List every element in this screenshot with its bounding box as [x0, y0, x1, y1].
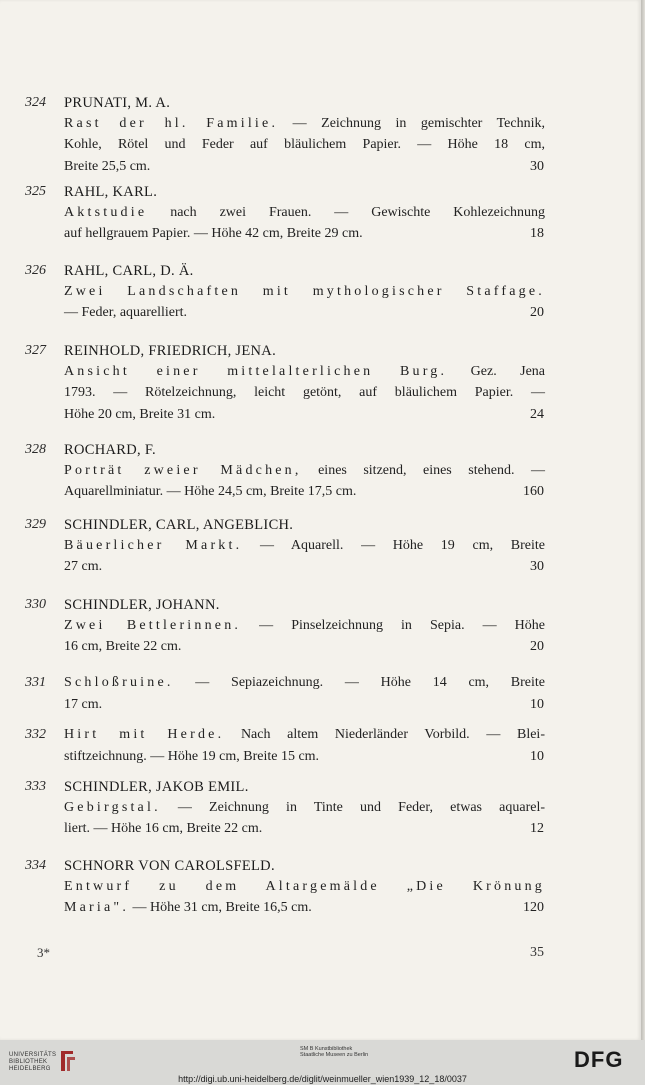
page-number: 35	[530, 945, 544, 960]
description-line	[64, 364, 545, 380]
artist-heading: SCHINDLER, CARL, ANGEBLICH.	[64, 517, 294, 533]
artist-heading: REINHOLD, FRIEDRICH, JENA.	[64, 343, 277, 359]
description-text: — Pinselzeichnung in Sepia. — Höhe	[241, 617, 545, 633]
description-text: auf hellgrauem Papier. — Höhe 42 cm, Breite 29 cm.	[64, 226, 363, 241]
lot-number: 334	[25, 858, 46, 873]
description-text: — Zeichnung in Tinte und Feder, etwas aquarel-	[160, 799, 545, 815]
lot-number: 326	[25, 263, 46, 278]
title-spaced: Entwurf zu dem Altargemälde „Die Krönung	[64, 878, 545, 894]
description-line	[64, 305, 545, 321]
source-url[interactable]: http://digi.ub.uni-heidelberg.de/diglit/weinmueller_wien1939_12_18/0037	[178, 1074, 467, 1084]
estimate-price: 120	[523, 900, 544, 915]
description-line	[64, 879, 545, 895]
university-library-label: UNIVERSITÄTS BIBLIOTHEK HEIDELBERG	[9, 1052, 57, 1072]
description-text: — Höhe 31 cm, Breite 16,5 cm.	[129, 900, 312, 915]
description-text: — Feder, aquarelliert.	[64, 305, 188, 320]
description-line	[64, 137, 545, 153]
artist-heading: SCHNORR VON CAROLSFELD.	[64, 858, 275, 874]
description-line	[64, 727, 545, 743]
description-line	[64, 226, 545, 242]
description-line	[64, 749, 545, 765]
description-line	[64, 385, 545, 401]
description-text: Kohle, Rötel und Feder auf bläulichem Papier. — Höhe 18 cm,	[64, 137, 545, 152]
description-text: 17 cm.	[64, 696, 103, 712]
estimate-price: 30	[530, 559, 544, 574]
estimate-price: 20	[530, 639, 544, 654]
description-line	[64, 900, 545, 916]
lot-number: 329	[25, 517, 46, 532]
lot-number: 325	[25, 184, 46, 199]
estimate-price: 12	[530, 821, 544, 836]
page-edge	[641, 0, 645, 1040]
description-line	[64, 116, 545, 132]
description-line	[64, 800, 545, 816]
description-line	[64, 675, 545, 691]
description-line	[64, 821, 545, 837]
title-spaced: Zwei Landschaften mit mythologischer Staffage.	[64, 283, 545, 299]
title-spaced: Porträt zweier Mädchen,	[64, 462, 302, 478]
description-line	[64, 159, 545, 175]
title-spaced: Schloßruine.	[64, 675, 174, 690]
dfg-logo[interactable]: DFG	[574, 1047, 624, 1072]
description-text: Aquarellminiatur. — Höhe 24,5 cm, Breite 17,5 cm.	[64, 484, 357, 499]
artist-heading: ROCHARD, F.	[64, 442, 156, 458]
description-line	[64, 205, 545, 221]
description-text: — Aquarell. — Höhe 19 cm, Breite	[242, 537, 545, 553]
lot-number: 333	[25, 779, 46, 794]
description-text: 27 cm.	[64, 559, 103, 574]
description-text: Gez. Jena	[447, 363, 545, 379]
description-text: liert. — Höhe 16 cm, Breite 22 cm.	[64, 821, 263, 836]
description-line	[64, 559, 545, 575]
artist-heading: RAHL, CARL, D. Ä.	[64, 263, 194, 279]
description-text: 16 cm, Breite 22 cm.	[64, 639, 182, 654]
description-line	[64, 639, 545, 655]
estimate-price: 10	[530, 748, 544, 764]
lot-number: 328	[25, 442, 46, 457]
university-logo-icon	[58, 1049, 78, 1073]
title-spaced: Aktstudie	[64, 204, 148, 220]
title-spaced: Maria".	[64, 900, 130, 915]
description-line	[64, 407, 545, 423]
title-spaced: Bäuerlicher Markt.	[64, 537, 243, 553]
description-text: 1793. — Rötelzeichnung, leicht getönt, auf bläulichem Papier. —	[64, 385, 545, 400]
description-text: eines sitzend, eines stehend. —	[301, 462, 546, 478]
description-text: nach zwei Frauen. — Gewischte Kohlezeichnung	[147, 204, 545, 220]
lot-number: 327	[25, 343, 46, 358]
description-text: Höhe 20 cm, Breite 31 cm.	[64, 406, 216, 422]
title-spaced: Gebirgstal.	[64, 799, 161, 815]
estimate-price: 18	[530, 226, 544, 241]
estimate-price: 30	[530, 158, 544, 174]
estimate-price: 10	[530, 696, 544, 712]
lot-number: 332	[25, 727, 46, 742]
lot-number: 324	[25, 95, 46, 110]
description-text: — Sepiazeichnung. — Höhe 14 cm, Breite	[173, 675, 545, 690]
title-spaced: Zwei Bettlerinnen.	[64, 617, 242, 633]
estimate-price: 160	[523, 484, 544, 499]
title-spaced: Rast der hl. Familie.	[64, 115, 279, 131]
artist-heading: SCHINDLER, JOHANN.	[64, 597, 220, 613]
description-text: stiftzeichnung. — Höhe 19 cm, Breite 15 cm.	[64, 748, 320, 764]
description-line	[64, 484, 545, 500]
lot-number: 330	[25, 597, 46, 612]
estimate-price: 20	[530, 305, 544, 320]
description-text: — Zeichnung in gemischter Technik,	[278, 115, 545, 131]
artist-heading: PRUNATI, M. A.	[64, 95, 171, 111]
museum-label: SM B Kunstbibliothek Staatliche Museen zu Berlin	[300, 1046, 369, 1059]
description-line	[64, 697, 545, 713]
artist-heading: SCHINDLER, JAKOB EMIL.	[64, 779, 249, 795]
title-spaced: Hirt mit Herde.	[64, 727, 225, 742]
description-text: Nach altem Niederländer Vorbild. — Blei-	[224, 727, 545, 742]
description-line	[64, 618, 545, 634]
description-line	[64, 284, 545, 300]
description-line	[64, 538, 545, 554]
estimate-price: 24	[530, 406, 544, 422]
lot-number: 331	[25, 675, 46, 690]
signature-mark: 3*	[37, 945, 50, 960]
description-line	[64, 463, 545, 479]
title-spaced: Ansicht einer mittelalterlichen Burg.	[64, 363, 448, 379]
description-text: Breite 25,5 cm.	[64, 158, 151, 174]
artist-heading: RAHL, KARL.	[64, 184, 158, 200]
